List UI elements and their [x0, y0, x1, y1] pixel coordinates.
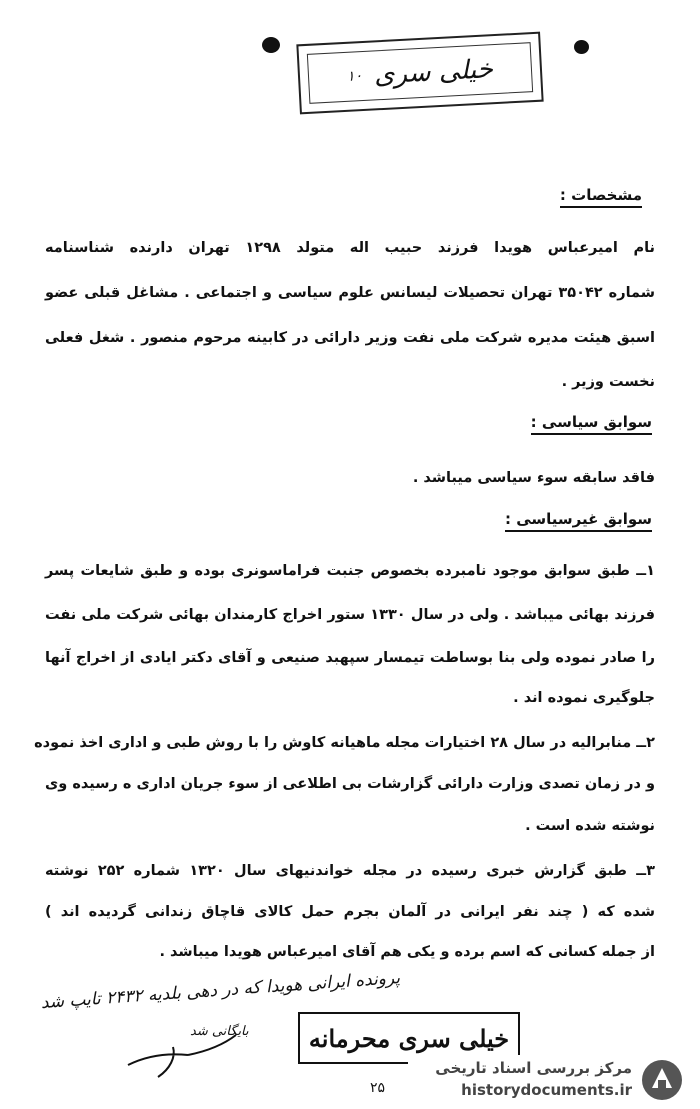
personal-line-1: نام امیرعباس هویدا فرزند حبیب اله متولد ۱۲۹۸ تهران دارنده شناسنامه: [45, 240, 655, 256]
ink-blot-left: [262, 37, 280, 53]
political-background-heading: سوابق سیاسی :: [531, 413, 652, 435]
item3-line-3: از جمله کسانی که اسم برده و یکی هم آقای امیرعباس هویدا میباشد .: [159, 944, 655, 960]
classification-stamp-extra: ۱۰: [346, 68, 363, 85]
signature-mark: [118, 1025, 248, 1085]
ink-blot-right: [574, 40, 589, 54]
page-number: ۲۵: [370, 1080, 386, 1096]
political-background-text: فاقد سابقه سوء سیاسی میباشد .: [412, 470, 655, 486]
item2-line-3: نوشته شده است .: [525, 818, 655, 834]
archive-logo-icon: [640, 1058, 684, 1102]
item1-line-3: را صادر نموده ولی بنا بوساطت تیمسار سپهبد صنیعی و آقای دکتر ایادی از اخراج آنها: [45, 650, 655, 666]
personal-line-4: نخست وزیر .: [561, 374, 655, 390]
watermark: [408, 1055, 690, 1105]
personal-line-3: اسبق هیئت مدیره شرکت ملی نفت وزیر دارائی در کابینه مرحوم منصور . شغل فعلی: [45, 330, 655, 346]
handwritten-archive-note: بایگانی شد: [190, 1024, 249, 1039]
item1-line-4: جلوگیری نموده اند .: [513, 690, 655, 706]
classification-stamp-text: خیلی سری: [373, 54, 494, 91]
personal-line-2: شماره ۳۵۰۴۲ تهران تحصیلات لیسانس علوم سیاسی و اجتماعی . مشاغل قبلی عضو: [45, 285, 655, 301]
handwritten-note: پرونده ایرانی هویدا که در دهی بلدیه ۲۴۳۲ تایپ شد: [40, 968, 401, 1014]
item3-line-1: ۳ــ طبق گزارش خبری رسیده در مجله خواندنیهای سال ۱۳۲۰ شماره ۲۵۲ نوشته: [45, 863, 655, 879]
watermark-title: مرکز بررسی اسناد تاریخی: [435, 1059, 632, 1077]
item1-line-2: فرزند بهائی میباشد . ولی در سال ۱۳۳۰ ستور اخراج کارمندان بهائی شرکت ملی نفت: [45, 607, 656, 623]
watermark-url: historydocuments.ir: [461, 1081, 632, 1099]
item1-line-1: ۱ــ طبق سوابق موجود نامبرده بخصوص جنبت فراماسونری بوده و طبق شایعات پسر: [45, 563, 655, 579]
classification-stamp-top: [296, 32, 543, 115]
classification-stamp-bottom: خیلی سری محرمانه: [298, 1012, 520, 1064]
item3-line-2: شده که ( چند نفر ایرانی در آلمان بجرم حمل کالای قاچاق زندانی گردیده اند ): [45, 904, 655, 920]
personal-details-heading: مشخصات :: [560, 186, 642, 208]
item2-line-2: و در زمان تصدی وزارت دارائی گزارشات بی اطلاعی از سوء جریان اداری ه رسیده وی: [45, 776, 655, 792]
item2-line-1: ۲ــ منابرالیه در سال ۲۸ اختیارات مجله ماهیانه کاوش را با روش طبی و اداری اخذ نموده: [34, 735, 655, 751]
nonpolitical-background-heading: سوابق غیرسیاسی :: [505, 510, 652, 532]
